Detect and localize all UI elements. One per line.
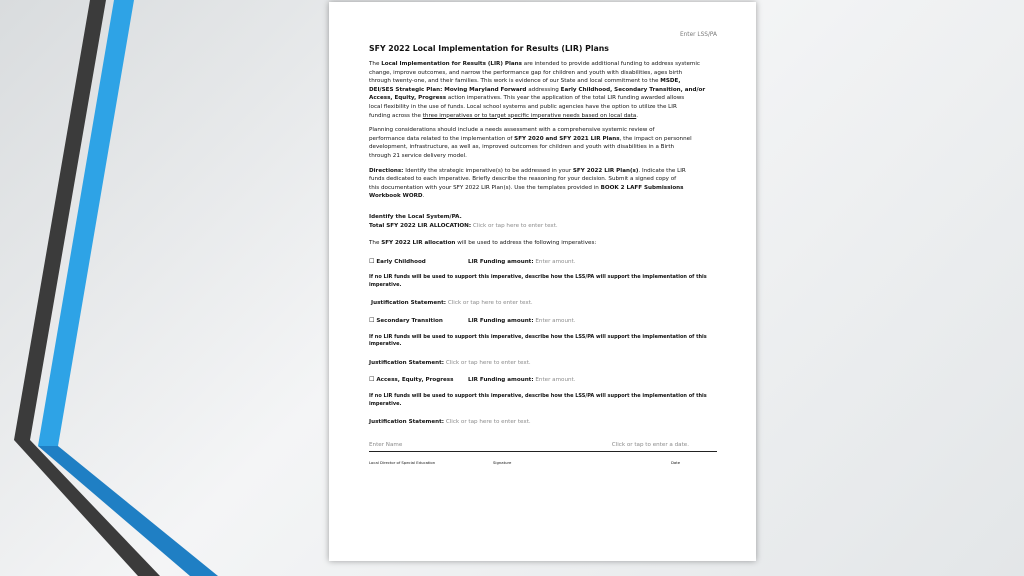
intro-line: Access, Equity, Progress action imperatives. This year the application of the total LIR funding awarded allows xyxy=(369,95,685,102)
directions-line: this documentation with your SFY 2022 LIR Plan(s). Use the templates provided in BOOK 2 LAFF Submissions xyxy=(369,184,684,191)
allocation_sentence-line: The SFY 2022 LIR allocation will be used to address the following imperatives: xyxy=(369,240,597,247)
imperative-label: Access, Equity, Progress xyxy=(376,377,454,384)
imperative-row-early-childhood xyxy=(369,258,717,267)
dark-stripe-lower xyxy=(14,440,160,576)
decorative-chevron-stripes xyxy=(0,0,260,576)
early-childhood-justification-input[interactable]: Click or tap here to enter text. xyxy=(447,300,533,307)
imperative-row-secondary-transition xyxy=(369,317,717,326)
allocation-sentence xyxy=(369,239,717,248)
access-equity-progress-amount-input[interactable]: Enter amount. xyxy=(535,377,576,384)
planning-line: development, infrastructure, as well as, improved outcomes for children and youth with disabilities in a Birth xyxy=(369,144,675,151)
secondary-transition-justification-input[interactable]: Click or tap here to enter text. xyxy=(445,359,531,366)
justification-label: Justification Statement: xyxy=(369,419,445,426)
directions-line: Directions: Identify the strategic imperative(s) to be addressed in your SFY 2022 LIR Plan(s). Indicate the LIR xyxy=(369,167,686,174)
signature-label: Signature xyxy=(493,460,512,466)
intro-line: local flexibility in the use of funds. Local school systems and public agencies have the option to utilize the LIR xyxy=(369,103,677,110)
date-label: Date xyxy=(671,460,681,466)
imperative-row-access-equity-progress xyxy=(369,376,717,385)
secondary-transition-checkbox[interactable]: ☐ xyxy=(369,317,375,325)
planning-line: through 21 service delivery model. xyxy=(369,152,467,159)
intro-line: through twenty-one, and their families. This work is evidence of our State and local commitment to the MSDE, xyxy=(369,78,681,85)
early-childhood-checkbox[interactable]: ☐ xyxy=(369,257,375,265)
directions-line: Workbook WORD. xyxy=(369,193,425,200)
intro-line: DEI/SES Strategic Plan: Moving Maryland Forward addressing Early Childhood, Secondary Transition, and/or xyxy=(369,86,706,93)
imperative-question: If no LIR funds will be used to support this imperative, describe how the LSS/PA will support the implementation of this imperative. xyxy=(369,274,707,288)
directions-paragraph xyxy=(369,167,717,201)
funding-label: LIR Funding amount: xyxy=(468,258,534,265)
planning-line: Planning considerations should include a needs assessment with a comprehensive systemic review of xyxy=(369,127,655,134)
justification-label: Justification Statement: xyxy=(371,300,447,307)
lss-pa-field[interactable]: Enter LSS/PA xyxy=(679,32,717,38)
allocation-label: Total SFY 2022 LIR ALLOCATION: xyxy=(369,222,472,229)
intro-paragraph xyxy=(369,60,717,120)
identify-label: Identify the Local System/PA. xyxy=(369,213,462,220)
access-equity-progress-checkbox[interactable]: ☐ xyxy=(369,376,375,384)
justification-row xyxy=(369,299,717,308)
imperative-label: Secondary Transition xyxy=(376,318,443,325)
intro-line: change, improve outcomes, and narrow the performance gap for children and youth with disabilities, ages birth xyxy=(369,69,683,76)
imperative-question: If no LIR funds will be used to support this imperative, describe how the LSS/PA will support the implementation of this imperative. xyxy=(369,393,707,407)
funding-label: LIR Funding amount: xyxy=(468,377,534,384)
planning-line: performance data related to the implementation of SFY 2020 and SFY 2021 LIR Plans, the impact on personnel xyxy=(369,135,692,142)
allocation-row xyxy=(369,222,717,231)
secondary-transition-amount-input[interactable]: Enter amount. xyxy=(535,318,576,325)
directions-line: funds dedicated to each imperative. Briefly describe the reasoning for your decision. Submit a signed copy of xyxy=(369,176,677,183)
director-label: Local Director of Special Education xyxy=(369,460,436,466)
justification-row xyxy=(369,418,717,427)
justification-label: Justification Statement: xyxy=(369,359,445,366)
intro-line: funding across the three imperatives or to target specific imperative needs based on local data. xyxy=(369,112,639,119)
access-equity-progress-justification-input[interactable]: Click or tap here to enter text. xyxy=(445,419,531,426)
imperative-label: Early Childhood xyxy=(376,258,426,265)
document-title: SFY 2022 Local Implementation for Results (LIR) Plans xyxy=(369,44,609,53)
allocation-input[interactable]: Click or tap here to enter text. xyxy=(472,222,558,229)
signature-line xyxy=(369,441,717,453)
date-input[interactable]: Click or tap to enter a date. xyxy=(611,441,689,448)
identify-section xyxy=(369,213,717,230)
imperative-question: If no LIR funds will be used to support this imperative, describe how the LSS/PA will support the implementation of this imperative. xyxy=(369,333,707,348)
planning-paragraph xyxy=(369,126,717,160)
document-page xyxy=(329,2,756,561)
signature-labels xyxy=(369,459,717,468)
intro-line: The Local Implementation for Results (LIR) Plans are intended to provide additional funding to address systemic xyxy=(369,61,700,67)
director-name-input[interactable]: Enter Name xyxy=(369,441,403,448)
justification-row xyxy=(369,359,717,368)
funding-label: LIR Funding amount: xyxy=(468,318,534,325)
early-childhood-amount-input[interactable]: Enter amount. xyxy=(535,258,576,265)
